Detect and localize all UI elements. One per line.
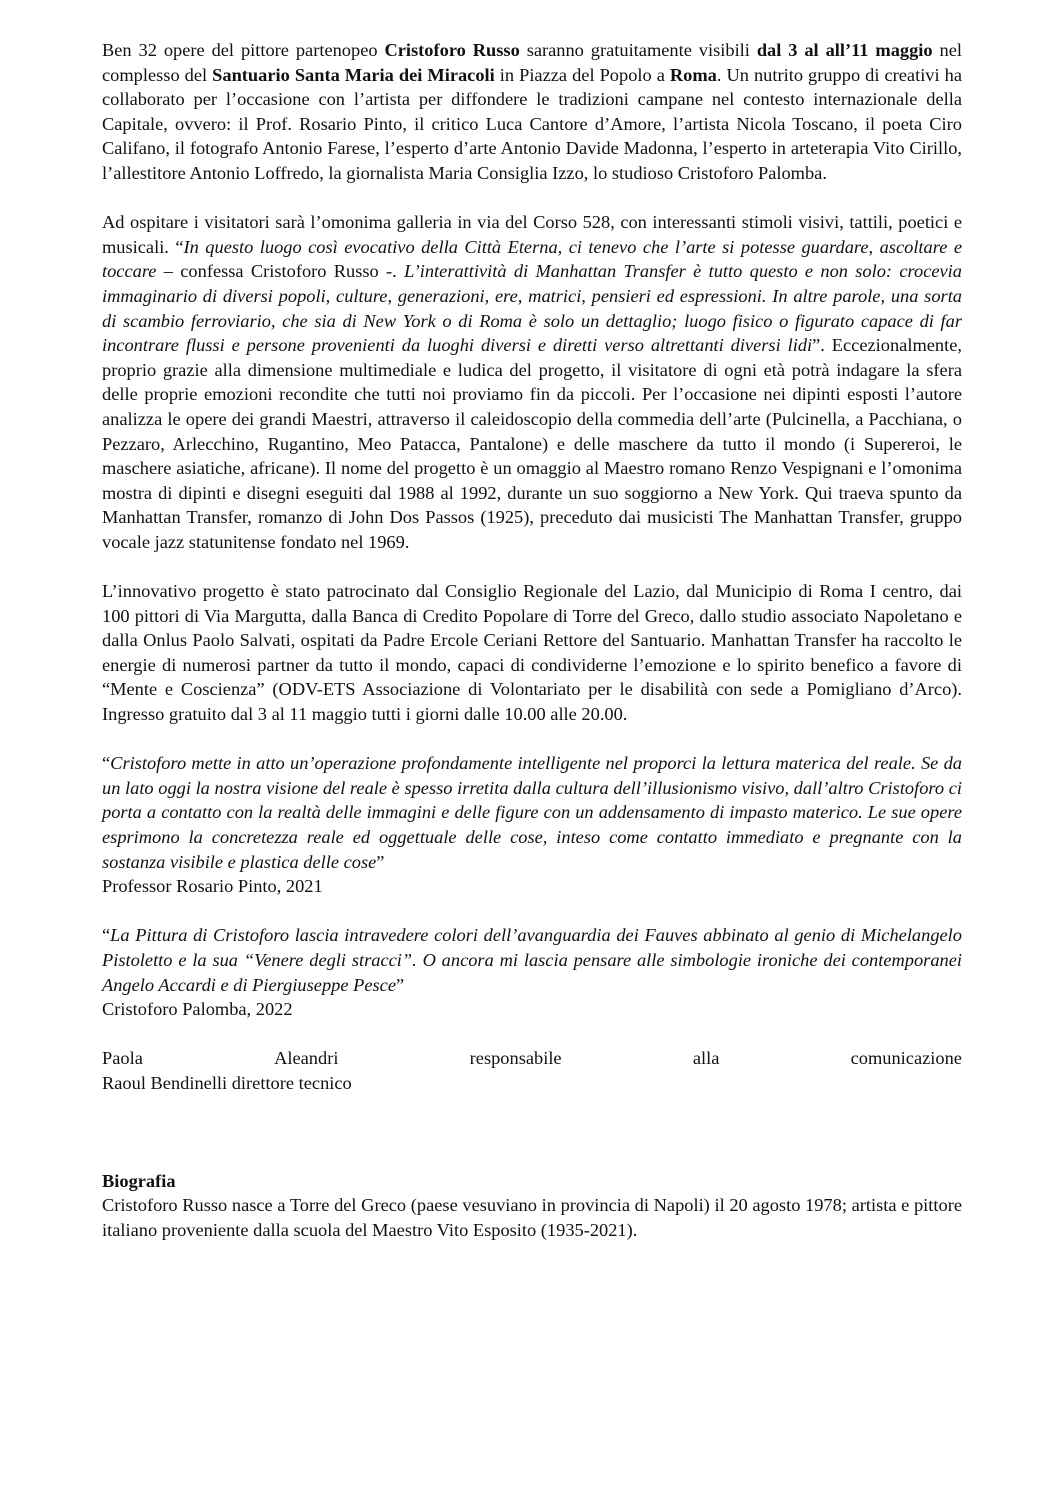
artist-quote: In questo luogo così evocativo della Città Eterna, ci tenevo che l’arte si potesse guardare, ascoltare e toccare <box>102 236 962 282</box>
text-run: in Piazza del Popolo a <box>494 64 670 85</box>
text-run: Ben 32 opere del pittore partenopeo <box>102 40 385 60</box>
biography-heading: Biografia <box>102 1170 176 1191</box>
artist-quote: L’interattività di Manhattan Transfer è tutto questo e non solo: crocevia immaginario di diversi popoli, culture, generazioni, ere, matrici, pensieri ed espressioni. In altre parole, una sorta di scambio ferroviario, che sia di New York o di Roma è solo un dettaglio; luogo fisico o figurato capace di far incontrare flussi e persone provenienti da luoghi diversi e diretti verso altrettanti diversi lidi <box>102 261 962 356</box>
text-run: . Un nutrito gruppo di creativi ha collaborato per l’occasione con l’artista per diffondere le tradizioni campane nel contesto internazionale della Capitale, ovvero: il Prof. Rosario Pinto, il critico Luca Cantore d’Amore, l’artista Nicola Toscano, il poeta Ciro Califano, il fotografo Antonio Farese, l’esperto d’arte Antonio Davide Madonna, l’esperto in arteterapia Vito Cirillo, l’allestitore Antonio Loffredo, la giornalista Maria Consiglia Izzo, lo studioso Cristoforo Palomba. <box>102 64 962 183</box>
artist-name: Cristoforo Russo <box>384 40 520 60</box>
sponsors-paragraph: L’innovativo progetto è stato patrocinato dal Consiglio Regionale del Lazio, dal Municipio di Roma I centro, dai 100 pittori di Via Margutta, dalla Banca di Credito Popolare di Torre del Greco, dallo studio associato Napoletano e dalla Onlus Paolo Salvati, ospitati da Padre Ercole Ceriani Rettore del Santuario. Manhattan Transfer ha raccolto le energie di numerosi partner da tutto il mondo, capaci di condividerne l’emozione e lo spirito benefico a favore di “Mente e Coscienza” (ODV-ETS Associazione di Volontariato per le disabilità con sede a Pomigliano d’Arco). Ingresso gratuito dal 3 al 11 maggio tutti i giorni dalle 10.00 alle 20.00. <box>102 581 962 725</box>
critic-quote-pinto: “Cristoforo mette in atto un’operazione profondamente intelligente nel proporci la lettura materica del reale. Se da un lato oggi la nostra visione del reale è spesso irretita dalla cultura dell’illusionismo visivo, dall’altro Cristoforo ci porta a contatto con la realtà delle immagini e delle figure con un addensamento di impasto materico. Le sue opere esprimono la concretezza reale ed oggettuale delle cose, inteso come contatto immediato e pregnante con la sostanza visibile e plastica delle cose” Professor Rosario Pinto, 2021 <box>102 753 962 897</box>
quote-text: Cristoforo mette in atto un’operazione profondamente intelligente nel proporci la lettura materica del reale. Se da un lato oggi la nostra visione del reale è spesso irretita dalla cultura dell’illusionismo visivo, dall’altro Cristoforo ci porta a contatto con la realtà delle immagini e delle figure con un addensamento di impasto materico. Le sue opere esprimono la concretezza reale ed oggettuale delle cose, inteso come contatto immediato e pregnante con la sostanza visibile e plastica delle cose <box>102 753 962 872</box>
credit-line-technical: Raoul Bendinelli direttore tecnico <box>102 1072 352 1093</box>
quote-author: Cristoforo Palomba, 2022 <box>102 999 293 1020</box>
critic-quote-palomba: “La Pittura di Cristoforo lascia intravedere colori dell’avanguardia dei Fauves abbinato al genio di Michelangelo Pistoletto e la sua “Venere degli stracci”. O ancora mi lascia pensare alle simbologie ironiche dei contemporanei Angelo Accardi e di Piergiuseppe Pesce” Cristoforo Palomba, 2022 <box>102 925 962 1020</box>
credits <box>102 1046 962 1095</box>
text-run: saranno gratuitamente visibili <box>519 40 757 60</box>
biography-section <box>102 1169 962 1243</box>
gallery-paragraph <box>102 210 962 554</box>
city-name: Roma <box>669 64 717 85</box>
credit-line-communication: Paola Aleandri responsabile alla comunicazione <box>102 1048 962 1069</box>
quote-author: Professor Rosario Pinto, 2021 <box>102 876 323 897</box>
text-run: Ad ospitare i visitatori sarà l’omonima galleria in via del Corso 528, con interessanti stimoli visivi, tattili, poetici e musicali. “ <box>102 212 962 257</box>
exhibition-dates: dal 3 al all’11 maggio <box>756 40 933 60</box>
text-run: ”. Eccezionalmente, proprio grazie alla dimensione multimediale e ludica del progetto, il visitatore di ogni età potrà indagare la sfera delle proprie emozioni recondite che tutti noi proviamo fin da piccoli. Per l’occasione nei dipinti esposti l’autore analizza le opere dei grandi Maestri, attraverso il caleidoscopio della commedia dell’arte (Pulcinella, a Pacchiana, o Pezzaro, Arlecchino, Rugantino, Meo Patacca, Pantalone) e delle maschere da tutto il mondo (i Supereroi, le maschere asiatiche, africane). Il nome del progetto è un omaggio al Maestro romano Renzo Vespignani e l’omonima mostra di dipinti e disegni eseguiti dal 1988 al 1992, durante un suo soggiorno a New York. Qui traeva spunto da Manhattan Transfer, romanzo di John Dos Passos (1925), preceduto dai musicisti The Manhattan Transfer, gruppo vocale jazz statunitense fondato nel 1969. <box>102 335 962 552</box>
intro-paragraph <box>102 38 962 186</box>
document-page <box>102 38 962 1242</box>
venue-name: Santuario Santa Maria dei Miracoli <box>212 64 495 85</box>
text-run: – confessa Cristoforo Russo -. <box>156 261 405 282</box>
biography-text: Cristoforo Russo nasce a Torre del Greco (paese vesuviano in provincia di Napoli) il 20 agosto 1978; artista e pittore italiano proveniente dalla scuola del Maestro Vito Esposito (1935-2021). <box>102 1195 962 1240</box>
quote-text: La Pittura di Cristoforo lascia intravedere colori dell’avanguardia dei Fauves abbinato al genio di Michelangelo Pistoletto e la sua “Venere degli stracci”. O ancora mi lascia pensare alle simbologie ironiche dei contemporanei Angelo Accardi e di Piergiuseppe Pesce <box>102 925 962 995</box>
text-run: nel complesso del <box>102 40 962 85</box>
